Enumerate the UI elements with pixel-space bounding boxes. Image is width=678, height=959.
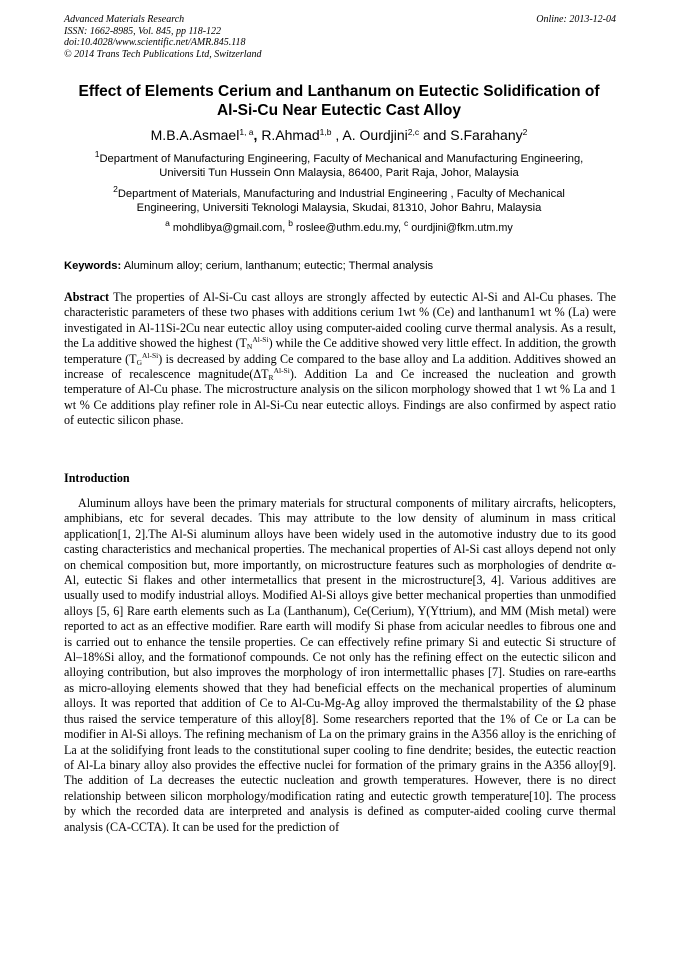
abstract-label: Abstract — [64, 290, 110, 304]
author-name: R.Ahmad — [261, 127, 320, 143]
copyright-line: © 2014 Trans Tech Publications Ltd, Switzerland — [64, 48, 262, 60]
subscript: N — [246, 342, 253, 352]
section-heading-introduction: Introduction — [64, 471, 130, 485]
author-name: M.B.A.Asmael — [150, 127, 240, 143]
issn-line: ISSN: 1662-8985, Vol. 845, pp 118-122 — [64, 25, 222, 37]
email-mark: c — [404, 218, 409, 228]
email-link[interactable]: ourdjini@fkm.utm.my — [411, 222, 513, 234]
keywords-text: Aluminum alloy; cerium, lanthanum; eutectic; Thermal analysis — [123, 260, 434, 272]
abstract-paragraph — [64, 290, 616, 429]
title-line-1: Effect of Elements Cerium and Lanthanum on Eutectic Solidification of — [78, 83, 600, 100]
author-emails — [40, 218, 638, 235]
journal-header — [64, 14, 616, 60]
author-name: A. Ourdjini — [342, 127, 408, 143]
abstract-text-2: ) while the Ce additive showed very little effect. In addition, the growth temperature (T — [64, 336, 616, 366]
abstract-text-3: ) is decreased by adding Ce compared to the base alloy and La addition. Additives showed an increase of recalescence magnitude(ΔT — [64, 351, 616, 382]
abstract-text-1: The properties of Al-Si-Cu cast alloys are strongly affected by eutectic Al-Si and Al-Cu phases. The characteristic parameters of these two phases with additions cerium 1wt % (Ce) and lanthanum1 wt % (La) were investigated in Al-11Si-2Cu near eutectic alloy using computer-aided cooling curve thermal analysis. As a result, the La additive showed the highest (T — [64, 290, 616, 351]
online-date: Online: 2013-12-04 — [536, 14, 616, 25]
author-separator: , — [253, 127, 262, 143]
title-line-2: Al-Si-Cu Near Eutectic Cast Alloy — [216, 102, 462, 119]
introduction-paragraph: Aluminum alloys have been the primary materials for structural components of military aircrafts, helicopters, amphibians, etc for several decades. This may attribute to the low density of aluminum in mass critical application[1, 2].The Al-Si aluminum alloys have been widely used in the automotive industry due to its good casting characteristics and mechanical properties. The mechanical properties of Al-Si cast alloys depend not only on chemical composition but, more importantly, on microstructure features such as morphologies of dendrite α-Al, eutectic Si flakes and other intermetallics that present in the microstructure[3, 4]. Various additives are usually used to modify industrial alloys. Modified Al-Si alloys give better mechanical properties than unmodified alloys [5, 6] Rare earth elements such as La (Lanthanum), Ce(Cerium), Y(Yttrium), and MM (Mish metal) were reported to act as an effective modifier. Rare earth will modify Si phase from acicular needles to fibrous one and is carried out to enhance the tensile properties. Ce can effectively refine primary Si and eutectic Si structure of Al–18%Si alloy, and the formationof compounds. Ce not only has the refining effect on the eutectic silicon and alloying contribution, but also improves the morphology of iron intermettallic phases [7]. Studies on rare-earths as micro-alloying elements showed that they had beneficial effects on the mechanical properties of aluminum alloys. It was reported that addition of Ce to Al-Cu-Mg-Ag alloy improved the thermalstability of the Ω phase thus raised the service temperature of this alloy[8]. Some researchers reported that the 1% of Ce or La can be modifier in Al-Si alloys. The refining mechanism of La on the primary grains in the A356 alloy is the enriching of La at the solidifying front leads to the constitutional super cooling to fine dendrite; besides, the eutectic reaction of Al-La binary alloy also provides the effective nuclei for formation of the primary grains in the A356 alloy[9]. The addition of La decreases the eutectic nucleation and growth temperatures. However, there is no direct relationship between silicon morphology/modification rating and eutectic growth temperature[10]. The process by which the recorded data are interpreted and analysis is defined as computer-aided cooling curve thermal analysis (CA-CCTA). It can be used for the prediction of — [64, 496, 616, 834]
email-link[interactable]: roslee@uthm.edu.my, — [296, 222, 404, 234]
affiliation-mark: 2 — [113, 184, 118, 194]
affiliation-1 — [56, 149, 622, 180]
affiliation-2 — [56, 184, 622, 215]
author-affiliation-mark: 2 — [522, 127, 528, 137]
paper-title — [40, 82, 638, 120]
subscript: G — [136, 357, 142, 367]
author-separator: and — [419, 127, 451, 143]
author-list — [40, 126, 638, 144]
subscript: R — [268, 373, 274, 383]
affiliation-line-2: Engineering, Universiti Teknologi Malaysia, Skudai, 81310, Johor Bahru, Malaysia — [136, 202, 542, 215]
affiliation-mark: 1 — [94, 149, 100, 159]
author-affiliation-mark: 1,b — [319, 127, 332, 137]
superscript: Al-Si — [141, 350, 159, 360]
author-separator: , — [331, 127, 343, 143]
abstract-text-4: ). Addition La and Ce increased the nucleation and growth temperature of Al-Cu phase. The microstructure analysis on the silicon morphology showed that 1 wt % La and 1 wt % Ce additions play refiner role in Al-Si-Cu near eutectic alloys. Findings are also confirmed by aspect ratio of eutectic silicon phase. — [64, 367, 616, 428]
journal-name: Advanced Materials Research — [64, 14, 185, 25]
author-name: S.Farahany — [450, 127, 523, 143]
superscript: Al-Si — [273, 366, 290, 376]
email-link[interactable]: mohdlibya@gmail.com, — [172, 222, 289, 234]
author-affiliation-mark: 2,c — [407, 127, 420, 137]
email-mark: a — [165, 218, 170, 228]
keywords-label: Keywords: — [64, 260, 122, 272]
superscript: Al-Si — [252, 335, 269, 345]
email-mark: b — [288, 218, 294, 228]
affiliation-line-1: Department of Manufacturing Engineering, Faculty of Mechanical and Manufacturing Engineering, — [99, 153, 584, 165]
affiliation-line-2: Universiti Tun Hussein Onn Malaysia, 86400, Parit Raja, Johor, Malaysia — [159, 167, 519, 180]
doi-line[interactable]: doi:10.4028/www.scientific.net/AMR.845.118 — [64, 37, 246, 48]
author-affiliation-mark: 1, a — [239, 127, 254, 137]
affiliation-line-1: Department of Materials, Manufacturing and Industrial Engineering , Faculty of Mechanical — [117, 188, 565, 200]
keywords-line — [64, 259, 616, 273]
